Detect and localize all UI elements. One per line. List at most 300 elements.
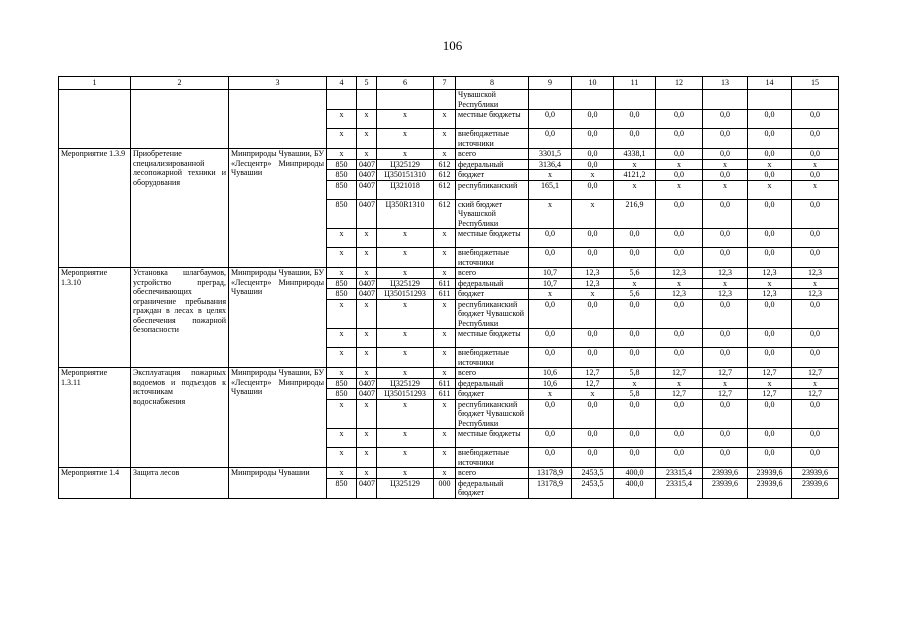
- code-cell: x: [434, 329, 456, 348]
- value-cell: x: [703, 378, 748, 389]
- measure-executor: Минприроды Чувашии, БУ «Лесцентр» Минприроды Чувашии: [229, 368, 327, 468]
- code-cell: 850: [327, 389, 357, 400]
- value-cell: 12,3: [792, 289, 839, 300]
- code-cell: x: [434, 248, 456, 268]
- value-cell: x: [529, 170, 572, 181]
- code-cell: x: [377, 268, 434, 279]
- code-cell: 850: [327, 478, 357, 498]
- value-cell: 0,0: [792, 229, 839, 248]
- value-cell: 0,0: [748, 129, 792, 149]
- value-cell: 2453,5: [572, 478, 614, 498]
- code-cell: 850: [327, 170, 357, 181]
- code-cell: 611: [434, 289, 456, 300]
- code-cell: x: [357, 129, 377, 149]
- code-cell: x: [434, 348, 456, 368]
- value-cell: x: [748, 159, 792, 170]
- funding-source: республиканский бюджет Чувашской Республики: [456, 399, 529, 429]
- value-cell: 0,0: [572, 229, 614, 248]
- code-cell: x: [327, 229, 357, 248]
- code-cell: x: [357, 368, 377, 379]
- funding-source: бюджет: [456, 289, 529, 300]
- code-cell: 611: [434, 389, 456, 400]
- value-cell: 13178,9: [529, 468, 572, 479]
- funding-source: федеральный: [456, 278, 529, 289]
- value-cell: 12,3: [656, 268, 703, 279]
- code-cell: Ц350151293: [377, 289, 434, 300]
- code-cell: x: [434, 299, 456, 329]
- value-cell: 0,0: [572, 329, 614, 348]
- value-cell: 0,0: [703, 248, 748, 268]
- value-cell: [656, 90, 703, 110]
- value-cell: 0,0: [529, 129, 572, 149]
- measure-name: Эксплуатация пожарных водоемов и подъездов к источникам водоснабжения: [131, 368, 229, 468]
- code-cell: x: [357, 149, 377, 160]
- value-cell: 10,6: [529, 378, 572, 389]
- value-cell: 0,0: [792, 110, 839, 129]
- value-cell: x: [703, 180, 748, 199]
- value-cell: x: [529, 199, 572, 229]
- value-cell: 0,0: [748, 329, 792, 348]
- value-cell: 12,3: [748, 289, 792, 300]
- value-cell: 0,0: [703, 170, 748, 181]
- table-row: [59, 149, 839, 160]
- value-cell: 0,0: [748, 299, 792, 329]
- value-cell: 5,8: [614, 389, 656, 400]
- value-cell: 12,7: [572, 378, 614, 389]
- value-cell: 12,7: [792, 368, 839, 379]
- code-cell: x: [377, 248, 434, 268]
- value-cell: x: [703, 159, 748, 170]
- value-cell: 0,0: [748, 170, 792, 181]
- value-cell: x: [614, 159, 656, 170]
- code-cell: 850: [327, 159, 357, 170]
- value-cell: 0,0: [792, 329, 839, 348]
- value-cell: 4121,2: [614, 170, 656, 181]
- value-cell: 23939,6: [792, 468, 839, 479]
- value-cell: 0,0: [703, 129, 748, 149]
- value-cell: 0,0: [703, 199, 748, 229]
- value-cell: 0,0: [572, 180, 614, 199]
- column-header: 5: [357, 77, 377, 90]
- funding-source: всего: [456, 268, 529, 279]
- code-cell: Ц321018: [377, 180, 434, 199]
- page-number: 106: [442, 38, 463, 53]
- code-cell: x: [377, 448, 434, 468]
- value-cell: 12,7: [656, 368, 703, 379]
- code-cell: [377, 90, 434, 110]
- value-cell: 0,0: [614, 429, 656, 448]
- value-cell: 12,7: [703, 389, 748, 400]
- value-cell: 23315,4: [656, 468, 703, 479]
- code-cell: 0407: [357, 289, 377, 300]
- column-header: 14: [748, 77, 792, 90]
- funding-source: всего: [456, 368, 529, 379]
- code-cell: x: [357, 268, 377, 279]
- code-cell: x: [357, 299, 377, 329]
- value-cell: 12,7: [748, 368, 792, 379]
- code-cell: x: [327, 149, 357, 160]
- code-cell: x: [377, 229, 434, 248]
- value-cell: 0,0: [572, 129, 614, 149]
- value-cell: 0,0: [572, 248, 614, 268]
- funding-source: местные бюджеты: [456, 110, 529, 129]
- value-cell: x: [792, 159, 839, 170]
- value-cell: 0,0: [529, 329, 572, 348]
- value-cell: 12,7: [656, 389, 703, 400]
- code-cell: 850: [327, 278, 357, 289]
- code-cell: x: [357, 329, 377, 348]
- measure-code: Мероприятие 1.4: [59, 468, 131, 499]
- value-cell: 0,0: [748, 429, 792, 448]
- value-cell: 0,0: [656, 110, 703, 129]
- code-cell: Ц325129: [377, 159, 434, 170]
- code-cell: x: [327, 248, 357, 268]
- value-cell: 10,6: [529, 368, 572, 379]
- column-header: 10: [572, 77, 614, 90]
- code-cell: x: [357, 468, 377, 479]
- funding-source: ский бюджет Чувашской Республики: [456, 199, 529, 229]
- code-cell: x: [377, 129, 434, 149]
- measure-executor: Минприроды Чувашии, БУ «Лесцентр» Минприроды Чувашии: [229, 149, 327, 268]
- code-cell: x: [377, 368, 434, 379]
- value-cell: x: [656, 278, 703, 289]
- value-cell: 0,0: [748, 399, 792, 429]
- funding-source: федеральный: [456, 159, 529, 170]
- value-cell: 0,0: [792, 399, 839, 429]
- column-header: 4: [327, 77, 357, 90]
- value-cell: 0,0: [792, 149, 839, 160]
- code-cell: Ц325129: [377, 378, 434, 389]
- value-cell: 0,0: [614, 329, 656, 348]
- value-cell: x: [703, 278, 748, 289]
- value-cell: 12,7: [748, 389, 792, 400]
- value-cell: 0,0: [529, 429, 572, 448]
- value-cell: 0,0: [614, 229, 656, 248]
- value-cell: 0,0: [656, 429, 703, 448]
- code-cell: x: [327, 368, 357, 379]
- value-cell: 13178,9: [529, 478, 572, 498]
- code-cell: 0407: [357, 278, 377, 289]
- value-cell: 12,7: [792, 389, 839, 400]
- continued-executor: [229, 90, 327, 149]
- funding-source: республиканский: [456, 180, 529, 199]
- code-cell: x: [434, 448, 456, 468]
- code-cell: 0407: [357, 389, 377, 400]
- code-cell: x: [434, 268, 456, 279]
- value-cell: 23939,6: [703, 478, 748, 498]
- code-cell: x: [377, 110, 434, 129]
- value-cell: 0,0: [529, 248, 572, 268]
- value-cell: 0,0: [656, 170, 703, 181]
- code-cell: 0407: [357, 378, 377, 389]
- value-cell: 0,0: [614, 299, 656, 329]
- value-cell: 12,3: [703, 268, 748, 279]
- code-cell: x: [327, 348, 357, 368]
- value-cell: 0,0: [792, 448, 839, 468]
- value-cell: 0,0: [656, 248, 703, 268]
- value-cell: 0,0: [614, 348, 656, 368]
- value-cell: 0,0: [572, 348, 614, 368]
- code-cell: x: [357, 348, 377, 368]
- value-cell: x: [656, 159, 703, 170]
- value-cell: 0,0: [529, 448, 572, 468]
- funding-source: внебюджетные источники: [456, 348, 529, 368]
- value-cell: 0,0: [703, 110, 748, 129]
- value-cell: 5,8: [614, 368, 656, 379]
- value-cell: x: [614, 278, 656, 289]
- table-row: [59, 368, 839, 379]
- column-header: 1: [59, 77, 131, 90]
- table-row: [59, 268, 839, 279]
- value-cell: 5,6: [614, 289, 656, 300]
- value-cell: x: [656, 378, 703, 389]
- code-cell: x: [357, 110, 377, 129]
- code-cell: 612: [434, 159, 456, 170]
- value-cell: x: [748, 378, 792, 389]
- value-cell: 12,7: [572, 368, 614, 379]
- code-cell: 000: [434, 478, 456, 498]
- code-cell: x: [327, 268, 357, 279]
- measure-name: Установка шлагбаумов, устройство преград, обеспечивающих ограничение пребывания граждан в лесах в целях обеспечения пожарной безопасности: [131, 268, 229, 368]
- code-cell: 611: [434, 378, 456, 389]
- code-cell: x: [434, 229, 456, 248]
- code-cell: Ц350151293: [377, 389, 434, 400]
- value-cell: 0,0: [792, 299, 839, 329]
- value-cell: [703, 90, 748, 110]
- value-cell: 0,0: [529, 399, 572, 429]
- code-cell: x: [327, 329, 357, 348]
- value-cell: 0,0: [529, 229, 572, 248]
- value-cell: 0,0: [703, 329, 748, 348]
- measure-executor: Минприроды Чувашии, БУ «Лесцентр» Минприроды Чувашии: [229, 268, 327, 368]
- value-cell: [614, 90, 656, 110]
- funding-source: всего: [456, 149, 529, 160]
- value-cell: 0,0: [792, 248, 839, 268]
- value-cell: 12,3: [703, 289, 748, 300]
- code-cell: 850: [327, 199, 357, 229]
- continued-code: [59, 90, 131, 149]
- value-cell: 0,0: [703, 299, 748, 329]
- value-cell: 0,0: [572, 399, 614, 429]
- continued-name: [131, 90, 229, 149]
- code-cell: x: [357, 399, 377, 429]
- value-cell: [572, 90, 614, 110]
- code-cell: 612: [434, 180, 456, 199]
- value-cell: 0,0: [748, 248, 792, 268]
- value-cell: 0,0: [656, 348, 703, 368]
- code-cell: Ц350151310: [377, 170, 434, 181]
- value-cell: 23939,6: [703, 468, 748, 479]
- code-cell: x: [357, 248, 377, 268]
- value-cell: 3136,4: [529, 159, 572, 170]
- value-cell: 0,0: [792, 170, 839, 181]
- column-header: 7: [434, 77, 456, 90]
- value-cell: [529, 90, 572, 110]
- funding-source: внебюджетные источники: [456, 129, 529, 149]
- value-cell: 10,7: [529, 268, 572, 279]
- funding-source: Чувашской Республики: [456, 90, 529, 110]
- code-cell: x: [377, 468, 434, 479]
- code-cell: 0407: [357, 180, 377, 199]
- value-cell: 0,0: [614, 399, 656, 429]
- value-cell: 4338,1: [614, 149, 656, 160]
- value-cell: x: [656, 180, 703, 199]
- code-cell: Ц325129: [377, 278, 434, 289]
- code-cell: x: [377, 329, 434, 348]
- funding-source: бюджет: [456, 170, 529, 181]
- value-cell: 3301,5: [529, 149, 572, 160]
- funding-source: местные бюджеты: [456, 429, 529, 448]
- code-cell: x: [327, 429, 357, 448]
- measure-code: Мероприятие 1.3.11: [59, 368, 131, 468]
- value-cell: x: [529, 389, 572, 400]
- code-cell: x: [434, 429, 456, 448]
- table-row: [59, 468, 839, 479]
- code-cell: x: [434, 110, 456, 129]
- value-cell: 0,0: [614, 129, 656, 149]
- value-cell: 2453,5: [572, 468, 614, 479]
- value-cell: 0,0: [572, 159, 614, 170]
- value-cell: 23939,6: [748, 468, 792, 479]
- code-cell: x: [327, 110, 357, 129]
- value-cell: 0,0: [656, 329, 703, 348]
- value-cell: 0,0: [748, 348, 792, 368]
- value-cell: 0,0: [614, 248, 656, 268]
- value-cell: 12,3: [792, 268, 839, 279]
- value-cell: 0,0: [792, 429, 839, 448]
- funding-source: федеральный: [456, 378, 529, 389]
- column-header: 6: [377, 77, 434, 90]
- funding-source: всего: [456, 468, 529, 479]
- code-cell: 850: [327, 378, 357, 389]
- code-cell: x: [327, 468, 357, 479]
- value-cell: 12,3: [572, 278, 614, 289]
- measure-code: Мероприятие 1.3.9: [59, 149, 131, 268]
- column-header: 9: [529, 77, 572, 90]
- value-cell: 0,0: [748, 199, 792, 229]
- value-cell: x: [792, 278, 839, 289]
- code-cell: Ц325129: [377, 478, 434, 498]
- value-cell: 5,6: [614, 268, 656, 279]
- value-cell: 0,0: [656, 399, 703, 429]
- value-cell: 12,3: [572, 268, 614, 279]
- column-header-row: [59, 77, 839, 90]
- value-cell: 0,0: [572, 110, 614, 129]
- value-cell: 0,0: [529, 348, 572, 368]
- code-cell: [434, 90, 456, 110]
- value-cell: 165,1: [529, 180, 572, 199]
- value-cell: 0,0: [572, 149, 614, 160]
- funding-source: внебюджетные источники: [456, 248, 529, 268]
- value-cell: 0,0: [703, 149, 748, 160]
- value-cell: 0,0: [703, 229, 748, 248]
- code-cell: x: [377, 429, 434, 448]
- column-header: 8: [456, 77, 529, 90]
- code-cell: x: [357, 229, 377, 248]
- code-cell: x: [377, 348, 434, 368]
- value-cell: 400,0: [614, 478, 656, 498]
- column-header: 12: [656, 77, 703, 90]
- value-cell: x: [572, 289, 614, 300]
- value-cell: 0,0: [748, 149, 792, 160]
- code-cell: 0407: [357, 159, 377, 170]
- value-cell: 23939,6: [792, 478, 839, 498]
- code-cell: x: [434, 368, 456, 379]
- funding-source: бюджет: [456, 389, 529, 400]
- code-cell: 0407: [357, 478, 377, 498]
- code-cell: x: [434, 468, 456, 479]
- measure-name: Приобретение специализированной лесопожарной техники и оборудования: [131, 149, 229, 268]
- code-cell: x: [434, 399, 456, 429]
- value-cell: 12,3: [748, 268, 792, 279]
- funding-source: местные бюджеты: [456, 329, 529, 348]
- value-cell: 0,0: [703, 399, 748, 429]
- column-header: 13: [703, 77, 748, 90]
- value-cell: 0,0: [614, 110, 656, 129]
- value-cell: x: [792, 180, 839, 199]
- code-cell: Ц350R1310: [377, 199, 434, 229]
- value-cell: 0,0: [748, 448, 792, 468]
- code-cell: x: [327, 448, 357, 468]
- funding-source: местные бюджеты: [456, 229, 529, 248]
- code-cell: x: [377, 399, 434, 429]
- value-cell: 0,0: [529, 299, 572, 329]
- value-cell: 12,3: [656, 289, 703, 300]
- value-cell: 0,0: [703, 429, 748, 448]
- column-header: 15: [792, 77, 839, 90]
- value-cell: 10,7: [529, 278, 572, 289]
- measure-code: Мероприятие 1.3.10: [59, 268, 131, 368]
- value-cell: 0,0: [656, 229, 703, 248]
- value-cell: 0,0: [656, 448, 703, 468]
- code-cell: x: [377, 299, 434, 329]
- code-cell: x: [357, 429, 377, 448]
- value-cell: 0,0: [748, 229, 792, 248]
- funding-source: внебюджетные источники: [456, 448, 529, 468]
- value-cell: x: [572, 389, 614, 400]
- code-cell: 850: [327, 180, 357, 199]
- code-cell: [327, 90, 357, 110]
- funding-source: республиканский бюджет Чувашской Республики: [456, 299, 529, 329]
- value-cell: 0,0: [656, 299, 703, 329]
- code-cell: x: [434, 149, 456, 160]
- column-header: 2: [131, 77, 229, 90]
- value-cell: 0,0: [656, 129, 703, 149]
- value-cell: 0,0: [529, 110, 572, 129]
- funding-source: федеральный бюджет: [456, 478, 529, 498]
- value-cell: 0,0: [572, 448, 614, 468]
- value-cell: x: [572, 199, 614, 229]
- measure-name: Защита лесов: [131, 468, 229, 499]
- value-cell: 0,0: [792, 348, 839, 368]
- value-cell: 0,0: [748, 110, 792, 129]
- value-cell: 0,0: [703, 448, 748, 468]
- code-cell: 612: [434, 199, 456, 229]
- value-cell: x: [529, 289, 572, 300]
- value-cell: 0,0: [703, 348, 748, 368]
- code-cell: 850: [327, 289, 357, 300]
- budget-table: [58, 76, 839, 499]
- value-cell: x: [792, 378, 839, 389]
- column-header: 11: [614, 77, 656, 90]
- value-cell: [748, 90, 792, 110]
- code-cell: 0407: [357, 170, 377, 181]
- value-cell: 400,0: [614, 468, 656, 479]
- code-cell: 611: [434, 278, 456, 289]
- value-cell: x: [748, 180, 792, 199]
- value-cell: x: [614, 180, 656, 199]
- code-cell: 0407: [357, 199, 377, 229]
